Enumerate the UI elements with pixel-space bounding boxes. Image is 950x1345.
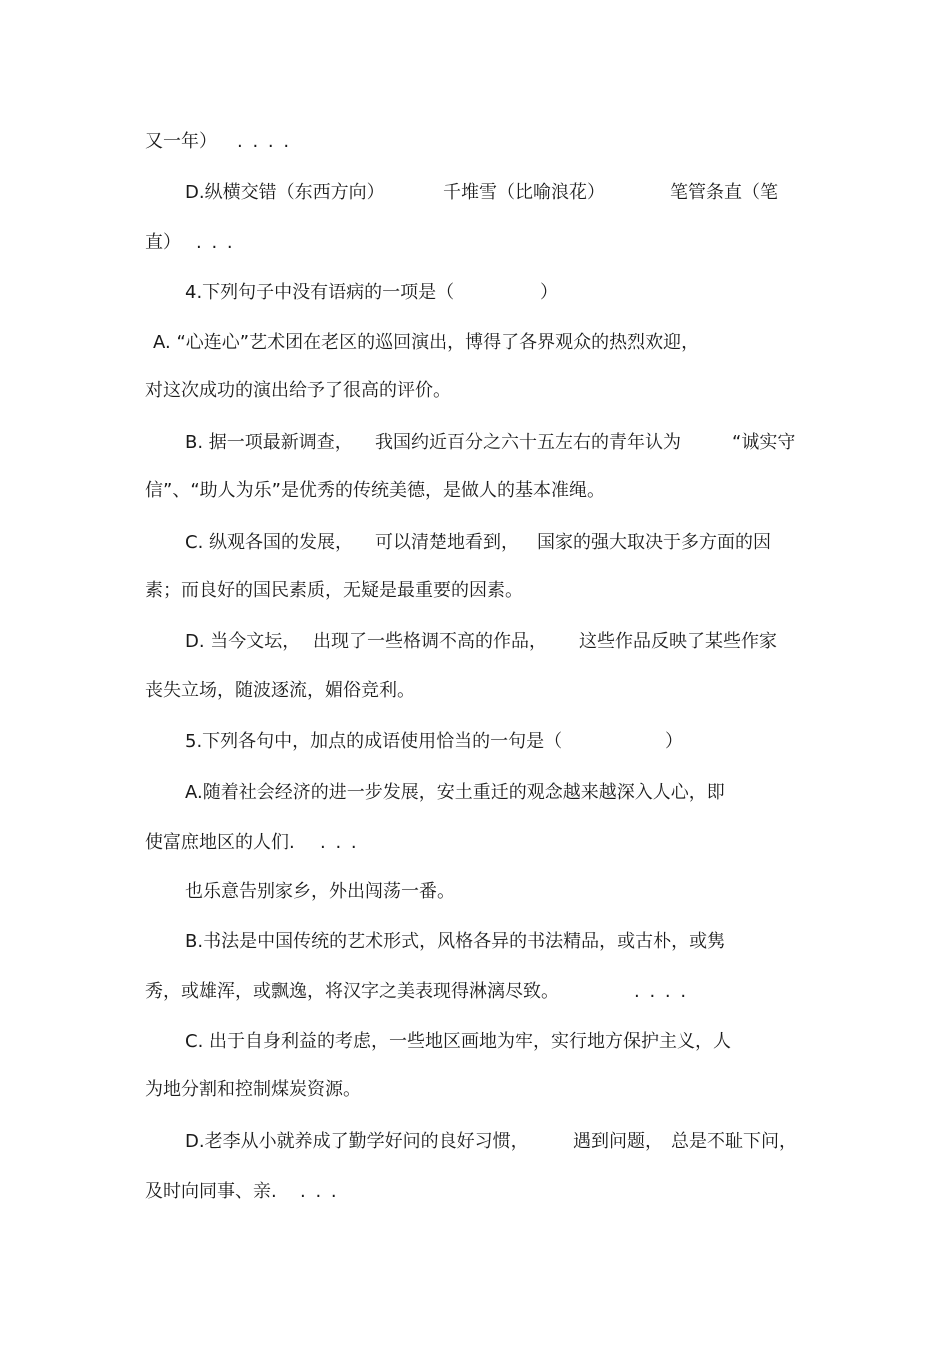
question-5-option-d-cont: 及时向同事、亲.: [145, 1181, 277, 1202]
question-4-stem: 4.下列句子中没有语病的一项是（: [185, 282, 455, 303]
question-4-option-b-mid: 我国约近百分之六十五左右的青年认为: [375, 432, 681, 453]
emphasis-dots: . . .: [320, 832, 359, 853]
question-4-option-a: A. “心连心”艺术团在老区的巡回演出，博得了各界观众的热烈欢迎，: [153, 332, 700, 353]
text-line: 又一年）: [145, 131, 217, 152]
question-5-option-d-mid: 遇到问题，: [573, 1131, 663, 1152]
emphasis-dots: . . .: [300, 1181, 339, 1202]
question-4-option-b-end: “诚实守: [732, 432, 796, 453]
option-d-part3: 笔管条直（笔: [670, 182, 778, 203]
question-5-option-a-cont2: 也乐意告别家乡，外出闯荡一番。: [185, 881, 455, 902]
question-4-option-c-mid: 可以清楚地看到，: [375, 532, 519, 553]
question-4-option-d: D. 当今文坛，: [185, 631, 301, 652]
question-5-option-c-cont: 为地分割和控制煤炭资源。: [145, 1079, 361, 1100]
question-5-option-a-cont: 使富庶地区的人们.: [145, 832, 295, 853]
option-d-part2: 千堆雪（比喻浪花）: [443, 182, 605, 203]
question-5-option-d: D.老李从小就养成了勤学好问的良好习惯，: [185, 1131, 529, 1152]
question-5-option-b: B.书法是中国传统的艺术形式，风格各异的书法精品，或古朴，或隽: [185, 931, 726, 952]
question-4-option-a-cont: 对这次成功的演出给予了很高的评价。: [145, 380, 451, 401]
question-5-option-d-end: 总是不耻下问，: [671, 1131, 797, 1152]
question-5-option-b-cont: 秀，或雄浑，或飘逸，将汉字之美表现得淋漓尽致。: [145, 981, 559, 1002]
option-d-part1: D.纵横交错（东西方向）: [185, 182, 385, 203]
answer-blank-close: ）: [665, 731, 683, 752]
question-4-option-c-cont: 素；而良好的国民素质，无疑是最重要的因素。: [145, 580, 523, 601]
emphasis-dots: . . .: [196, 232, 235, 253]
text-line: 直）: [145, 232, 181, 253]
question-4-option-b: B. 据一项最新调查，: [185, 432, 353, 453]
emphasis-dots: . . . .: [634, 981, 689, 1002]
question-4-option-c-end: 国家的强大取决于多方面的因: [537, 532, 771, 553]
question-5-stem: 5.下列各句中，加点的成语使用恰当的一句是（: [185, 731, 563, 752]
answer-blank-close: ）: [540, 282, 558, 303]
question-4-option-d-mid: 出现了一些格调不高的作品，: [313, 631, 547, 652]
question-4-option-b-cont: 信”、“助人为乐”是优秀的传统美德，是做人的基本准绳。: [145, 480, 605, 501]
question-4-option-c: C. 纵观各国的发展，: [185, 532, 354, 553]
question-5-option-c: C. 出于自身利益的考虑，一些地区画地为牢，实行地方保护主义，人: [185, 1031, 732, 1052]
emphasis-dots: . . . .: [237, 131, 292, 152]
question-4-option-d-end: 这些作品反映了某些作家: [579, 631, 777, 652]
question-5-option-a: A.随着社会经济的进一步发展，安土重迁的观念越来越深入人心，即: [185, 782, 725, 803]
question-4-option-d-cont: 丧失立场，随波逐流，媚俗竞利。: [145, 680, 415, 701]
